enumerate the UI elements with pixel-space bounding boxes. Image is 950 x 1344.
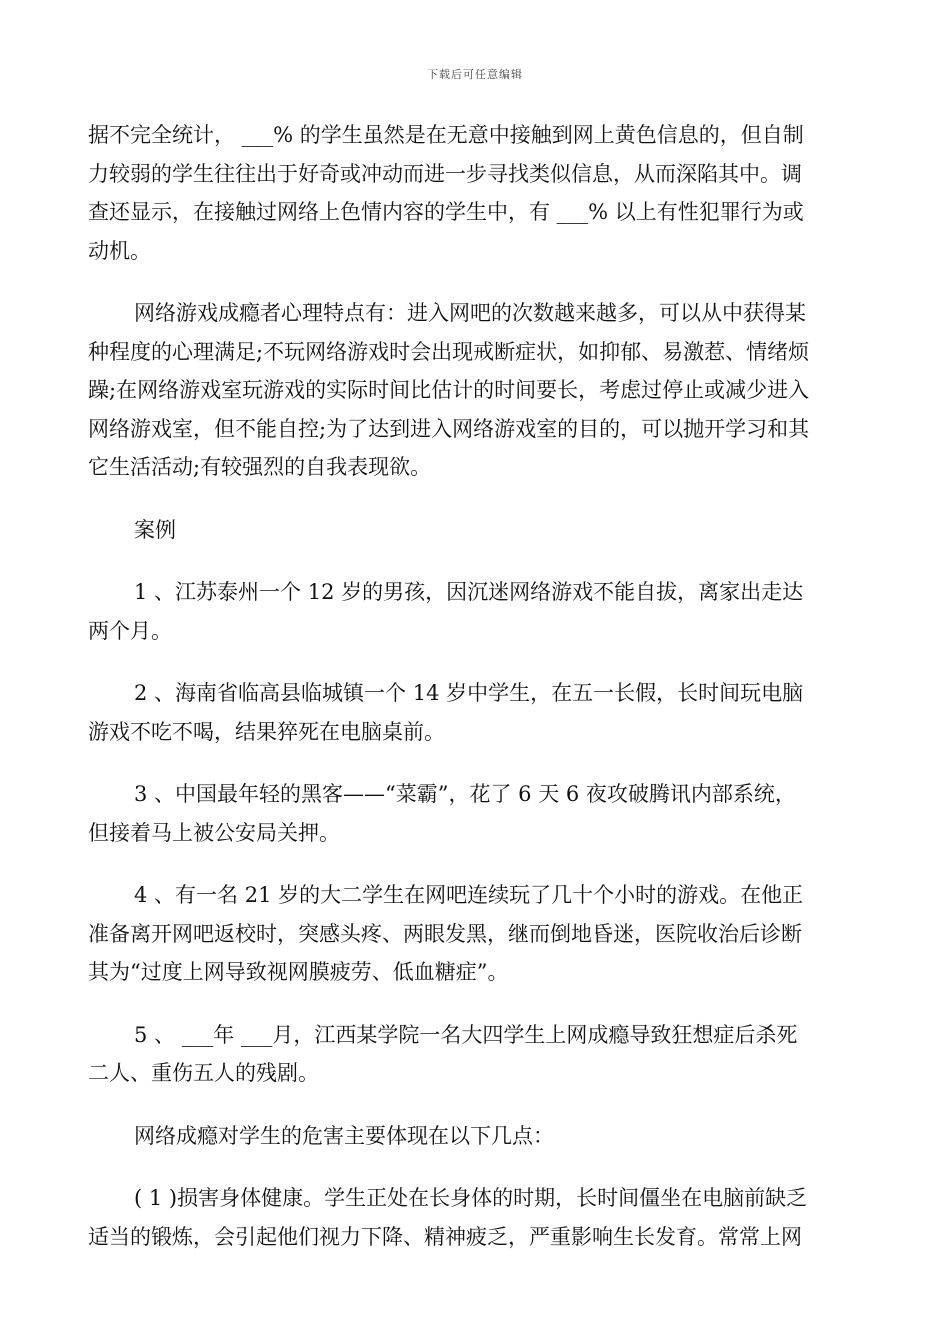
case-item-3: [88, 775, 860, 852]
case-item-5: [88, 1016, 860, 1093]
text-line: 据不完全统计， ___% 的学生虽然是在无意中接触到网上黄色信息的，但自制: [88, 123, 804, 147]
text-line: 二人、重伤五人的残剧。: [88, 1061, 319, 1085]
text-line: 查还显示，在接触过网络上色情内容的学生中，有 ___% 以上有性犯罪行为或: [88, 200, 804, 224]
case-item-2: [88, 674, 860, 751]
paragraph-psychology: [88, 294, 860, 487]
text-line: 案例: [134, 517, 176, 542]
section-heading-cases: [88, 511, 860, 550]
page-header: 下载后可任意编辑: [427, 68, 523, 81]
paragraph-statistics: [88, 116, 860, 270]
text-line: 网络游戏成瘾者心理特点有：进入网吧的次数越来越多，可以从中获得某: [134, 301, 806, 325]
text-line: 动机。: [88, 238, 151, 263]
text-line: 其为“过度上网导致视网膜疲劳、低血糖症”。: [88, 960, 509, 984]
text-line: 躁;在网络游戏室玩游戏的实际时间比估计的时间要长，考虑过停止或减少进入: [88, 378, 810, 402]
text-line: 网络成瘾对学生的危害主要体现在以下几点：: [134, 1123, 554, 1148]
case-item-4: [88, 876, 860, 992]
paragraph-harm-1: [88, 1179, 860, 1256]
text-line: ( 1 )损害身体健康。学生正处在长身体的时期，长时间僵坐在电脑前缺乏: [134, 1186, 808, 1210]
text-line: 2 、海南省临高县临城镇一个 14 岁中学生，在五一长假，长时间玩电脑: [134, 681, 804, 705]
text-line: 力较弱的学生往往出于好奇或冲动而进一步寻找类似信息，从而深陷其中。调: [88, 161, 802, 186]
text-line: 5 、 ___年 ___月，江西某学院一名大四学生上网成瘾导致狂想症后杀死: [134, 1022, 798, 1047]
text-line: 它生活活动;有较强烈的自我表现欲。: [88, 455, 432, 479]
text-line: 但接着马上被公安局关押。: [88, 820, 340, 845]
text-line: 种程度的心理满足;不玩网络游戏时会出现戒断症状，如抑郁、易激惹、情绪烦: [88, 339, 810, 364]
text-line: 适当的锻炼，会引起他们视力下降、精神疲乏，严重影响生长发育。常常上网: [88, 1224, 802, 1249]
text-line: 准备离开网吧返校时，突感头疼、两眼发黑，继而倒地昏迷，医院收治后诊断: [88, 921, 802, 946]
text-line: 1 、江苏泰州一个 12 岁的男孩，因沉迷网络游戏不能自拔，离家出走达: [134, 580, 804, 604]
case-item-1: [88, 573, 860, 650]
text-line: 3 、中国最年轻的黑客——“菜霸”，花了 6 天 6 夜攻破腾讯内部系统，: [134, 782, 796, 806]
text-line: 游戏不吃不喝，结果猝死在电脑桌前。: [88, 719, 445, 744]
text-line: 网络游戏室，但不能自控;为了达到进入网络游戏室的目的，可以抛开学习和其: [88, 416, 810, 441]
text-line: 两个月。: [88, 618, 172, 643]
paragraph-harms-intro: [88, 1117, 860, 1156]
text-line: 4 、有一名 21 岁的大二学生在网吧连续玩了几十个小时的游戏。在他正: [134, 883, 804, 907]
document-body: [88, 116, 860, 1280]
